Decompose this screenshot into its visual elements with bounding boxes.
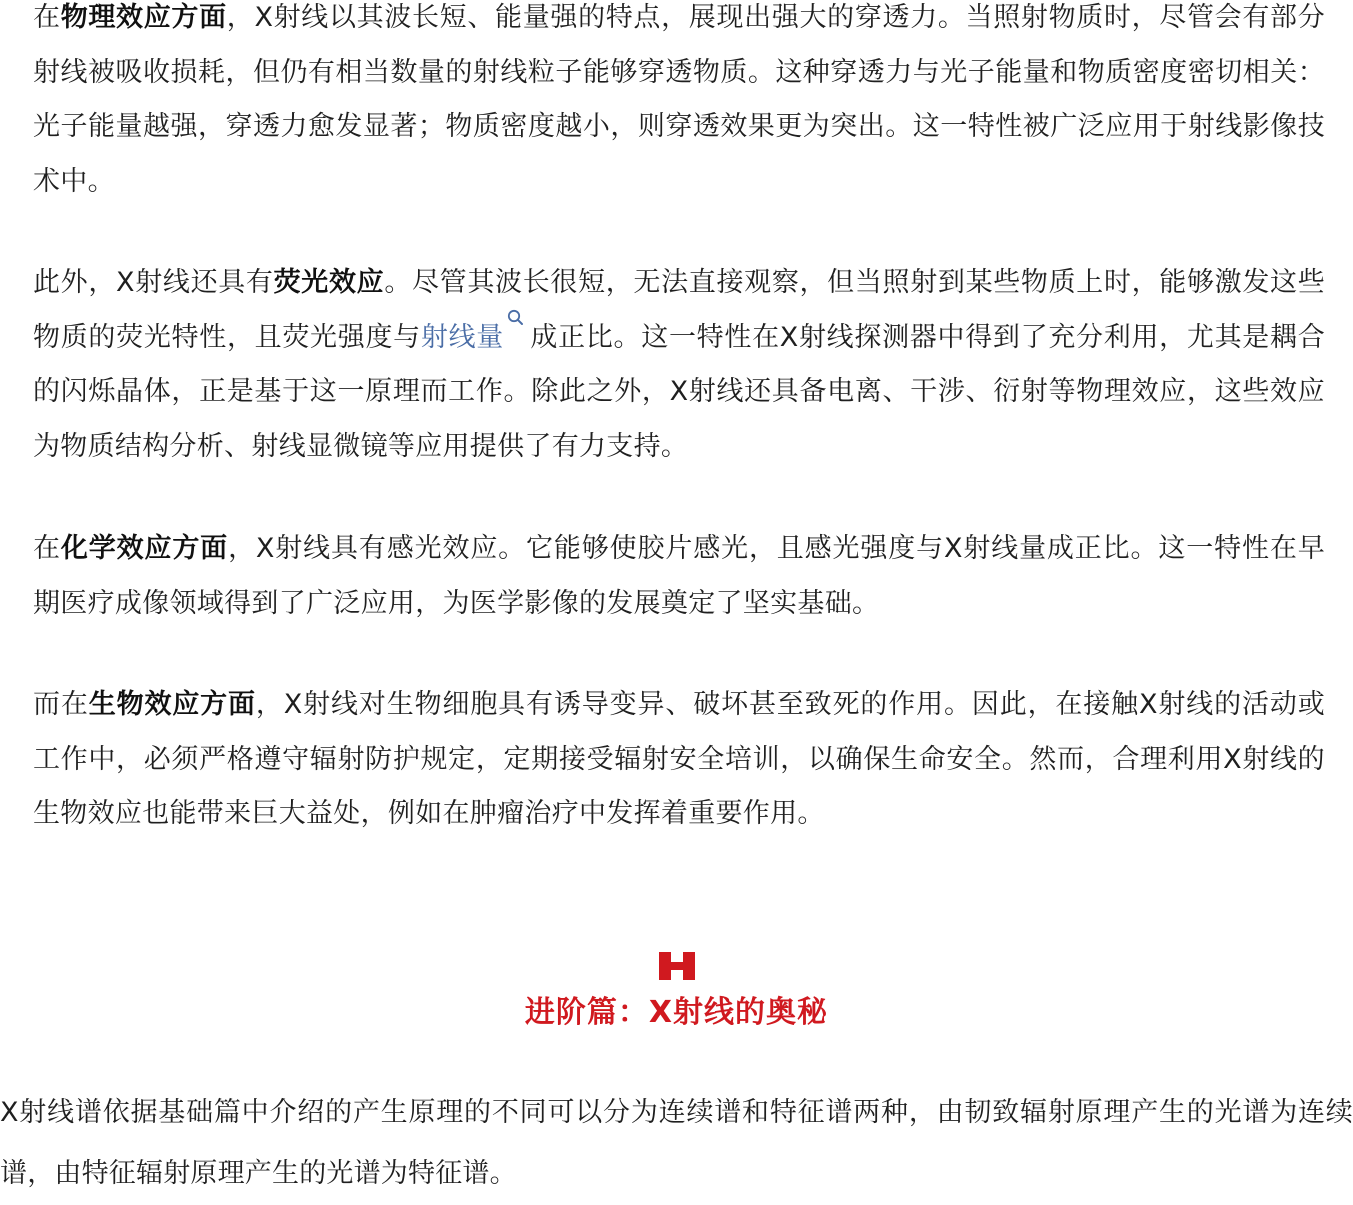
heading-mark-icon bbox=[659, 952, 695, 980]
paragraph-text: ，X射线以其波长短、能量强的特点，展现出强大的穿透力。当照射物质时，尽管会有部分射线被吸收损耗，但仍有相当数量的射线粒子能够穿透物质。这种穿透力与光子能量和物质密度密切相关：光子能量越强，穿透力愈发显著；物质密度越小，则穿透效果更为突出。这一特性被广泛应用于射线影像技术中。 bbox=[33, 2, 1325, 197]
section-heading bbox=[0, 952, 1353, 1034]
paragraph-prefix: 而在 bbox=[33, 689, 89, 720]
paragraph-text: X射线谱依据基础篇中介绍的产生原理的不同可以分为连续谱和特征谱两种，由韧致辐射原理产生的光谱为连续谱，由特征辐射原理产生的光谱为特征谱。 bbox=[0, 1097, 1353, 1189]
paragraph-text: 成正比。这一特性在X射线探测器中得到了充分利用，尤其是耦合的闪烁晶体，正是基于这一原理而工作。除此之外，X射线还具备电离、干涉、衍射等物理效应，这些效应为物质结构分析、射线显微镜等应用提供了有力支持。 bbox=[33, 321, 1325, 462]
bold-term-biological-effects: 生物效应方面 bbox=[88, 689, 256, 720]
section-title: 进阶篇：X射线的奥秘 bbox=[524, 995, 829, 1030]
paragraph-chemical-effects bbox=[33, 522, 1325, 631]
bold-term-physical-effects: 物理效应方面 bbox=[60, 2, 227, 33]
bold-term-fluorescence: 荧光效应 bbox=[273, 267, 385, 298]
paragraph-fluorescence bbox=[33, 256, 1325, 474]
paragraph-prefix: 此外，X射线还具有 bbox=[33, 267, 274, 298]
paragraph-physical-effects bbox=[33, 0, 1325, 209]
paragraph-prefix: 在 bbox=[33, 2, 61, 33]
paragraph-spectrum bbox=[0, 1082, 1353, 1204]
search-icon[interactable] bbox=[506, 314, 528, 336]
paragraph-text: ，X射线对生物细胞具有诱导变异、破坏甚至致死的作用。因此，在接触X射线的活动或工作中，必须严格遵守辐射防护规定，定期接受辐射安全培训，以确保生命安全。然而，合理利用X射线的生物效应也能带来巨大益处，例如在肿瘤治疗中发挥着重要作用。 bbox=[33, 689, 1325, 829]
paragraph-biological-effects bbox=[33, 678, 1325, 842]
bold-term-chemical-effects: 化学效应方面 bbox=[60, 533, 229, 564]
paragraph-text: 。尽管其波长很短，无法直接观察，但当照射到某些物质上时，能够激发这些物质的荧光特性，且荧光强度与 bbox=[33, 267, 1326, 353]
paragraph-prefix: 在 bbox=[33, 533, 61, 564]
paragraph-text: ，X射线具有感光效应。它能够使胶片感光，且感光强度与X射线量成正比。这一特性在早期医疗成像领域得到了广泛应用，为医学影像的发展奠定了坚实基础。 bbox=[33, 533, 1325, 619]
search-link-radiation-dose[interactable]: 射线量 bbox=[420, 321, 505, 353]
